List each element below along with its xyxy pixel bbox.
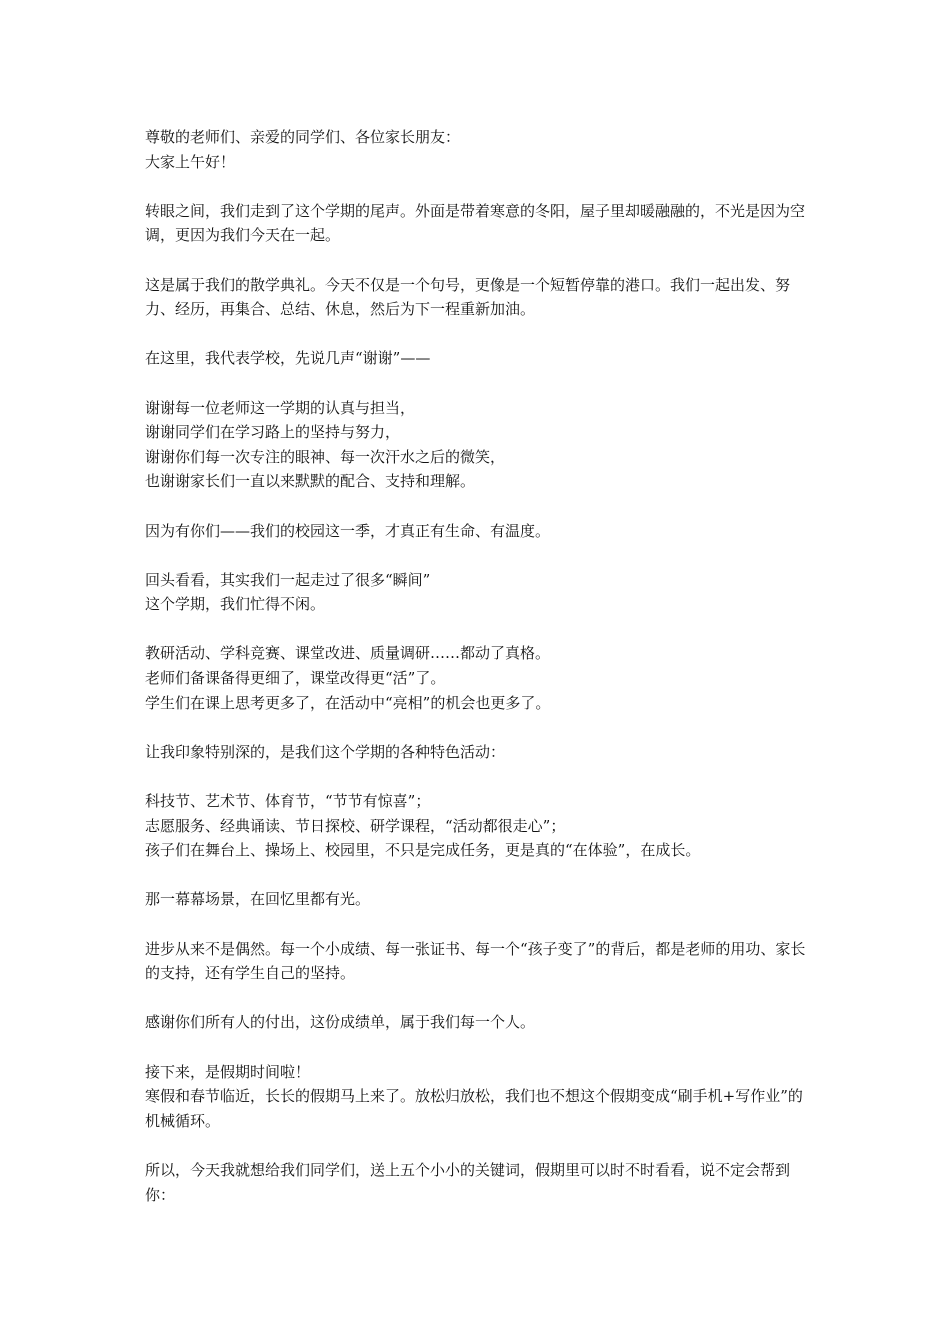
text-line: 在这里，我代表学校，先说几声“谢谢”—— xyxy=(145,349,431,368)
text-line: 大家上午好！ xyxy=(145,152,236,171)
paragraph xyxy=(145,519,810,544)
speech-text xyxy=(145,125,810,1232)
text-line: 那一幕幕场景，在回忆里都有光。 xyxy=(145,890,371,909)
paragraph xyxy=(145,1010,810,1035)
text-line: 老师们备课备得更细了，课堂改得更“活”了。 xyxy=(145,669,446,688)
paragraph xyxy=(145,396,810,494)
paragraph xyxy=(145,1158,810,1207)
text-line: 谢谢同学们在学习路上的坚持与努力， xyxy=(145,423,401,442)
paragraph xyxy=(145,937,810,986)
text-line: 尊敬的老师们、亲爱的同学们、各位家长朋友： xyxy=(145,128,461,146)
text-line: 让我印象特别深的，是我们这个学期的各种特色活动： xyxy=(145,742,506,761)
text-line: 学生们在课上思考更多了，在活动中“亮相”的机会也更多了。 xyxy=(145,693,551,712)
paragraph xyxy=(145,641,810,715)
text-line: 寒假和春节临近，长长的假期马上来了。放松归放松，我们也不想这个假期变成“刷手机+写作业”的机械循环。 xyxy=(145,1087,803,1130)
text-line: 感谢你们所有人的付出，这份成绩单，属于我们每一个人。 xyxy=(145,1013,536,1032)
paragraph xyxy=(145,199,810,248)
text-line: 接下来，是假期时间啦！ xyxy=(145,1062,311,1081)
text-line: 这是属于我们的散学典礼。今天不仅是一个句号，更像是一个短暂停靠的港口。我们一起出发、努力、经历，再集合、总结、休息，然后为下一程重新加油。 xyxy=(145,275,791,319)
text-line: 科技节、艺术节、体育节，“节节有惊喜”； xyxy=(145,792,431,811)
paragraph xyxy=(145,125,810,174)
text-line: 因为有你们——我们的校园这一季，才真正有生命、有温度。 xyxy=(145,521,551,540)
text-line: 也谢谢家长们一直以来默默的配合、支持和理解。 xyxy=(145,472,476,491)
text-line: 教研活动、学科竞赛、课堂改进、质量调研……都动了真格。 xyxy=(145,644,551,663)
paragraph xyxy=(145,789,810,863)
text-line: 转眼之间，我们走到了这个学期的尾声。外面是带着寒意的冬阳，屋子里却暖融融的，不光是因为空调，更因为我们今天在一起。 xyxy=(145,201,806,245)
paragraph xyxy=(145,273,810,322)
text-line: 谢谢你们每一次专注的眼神、每一次汗水之后的微笑， xyxy=(145,447,506,466)
paragraph xyxy=(145,1060,810,1134)
text-line: 志愿服务、经典诵读、节日探校、研学课程，“活动都很走心”； xyxy=(145,816,566,835)
paragraph xyxy=(145,568,810,617)
text-line: 进步从来不是偶然。每一个小成绩、每一张证书、每一个“孩子变了”的背后，都是老师的用功、家长的支持，还有学生自己的坚持。 xyxy=(145,939,806,983)
text-line: 所以，今天我就想给我们同学们，送上五个小小的关键词，假期里可以时不时看看，说不定会帮到你： xyxy=(145,1160,791,1204)
paragraph xyxy=(145,887,810,912)
paragraph xyxy=(145,740,810,765)
paragraph xyxy=(145,346,810,371)
text-line: 回头看看，其实我们一起走过了很多“瞬间” xyxy=(145,570,431,589)
text-line: 谢谢每一位老师这一学期的认真与担当， xyxy=(145,398,416,417)
text-line: 孩子们在舞台上、操场上、校园里，不只是完成任务，更是真的“在体验”，在成长。 xyxy=(145,841,701,860)
text-line: 这个学期，我们忙得不闲。 xyxy=(145,595,326,614)
